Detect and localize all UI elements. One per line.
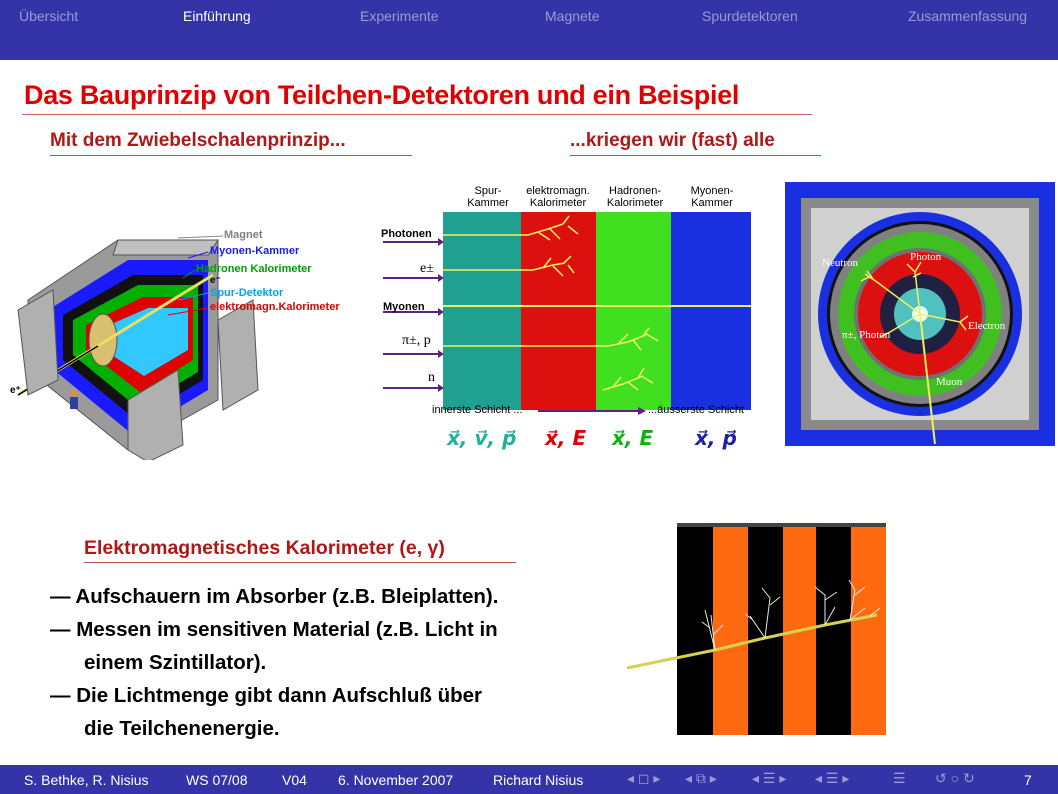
footer-authors: S. Bethke, R. Nisius bbox=[24, 772, 149, 788]
axis-outer: ...äusserste Schicht bbox=[648, 404, 744, 416]
label-hadron-cal: Hadronen Kalorimeter bbox=[196, 263, 312, 275]
layer-em bbox=[521, 212, 596, 410]
frame-back-icon[interactable]: ◂ ⧉ ▸ bbox=[685, 770, 717, 786]
nav-zusammenfassung[interactable]: Zusammenfassung bbox=[908, 8, 1028, 24]
person-icon bbox=[70, 389, 78, 397]
axis-inner: innerste Schicht ... bbox=[432, 404, 523, 416]
particle-n: n bbox=[428, 370, 435, 385]
title-underline bbox=[22, 114, 812, 115]
em-heading: Elektromagnetisches Kalorimeter (e, γ) bbox=[84, 537, 445, 559]
section-forward-icon[interactable]: ☰ bbox=[893, 770, 906, 786]
detector-figure bbox=[8, 200, 368, 460]
label-muon-chamber: Myonen-Kammer bbox=[210, 245, 300, 257]
first-icon[interactable]: ◂ ◻ ▸ bbox=[627, 770, 661, 786]
bullet-2-cont: einem Szintillator). bbox=[84, 651, 267, 674]
particle-muons: Myonen bbox=[383, 301, 425, 313]
cs-label-neutron: Neutron bbox=[822, 257, 859, 269]
cs-label-muon: Muon bbox=[936, 376, 963, 388]
subtitle-right-underline bbox=[570, 155, 821, 156]
layer-figure bbox=[378, 180, 758, 425]
subtitle-left: Mit dem Zwiebelschalenprinzip... bbox=[50, 130, 346, 151]
label-track: Spur-Detektor bbox=[210, 287, 284, 299]
nav-spurdetektoren[interactable]: Spurdetektoren bbox=[702, 8, 798, 24]
nav-einfuehrung[interactable]: Einführung bbox=[183, 8, 251, 24]
section-back-icon[interactable]: ◂ ☰ ▸ bbox=[815, 770, 850, 786]
measure-hadron: x⃗, E bbox=[612, 426, 654, 450]
footer-semester: WS 07/08 bbox=[186, 772, 248, 788]
particle-e: e± bbox=[420, 261, 434, 276]
cross-section-figure bbox=[785, 182, 1055, 446]
header-muon: Myonen- Kammer bbox=[690, 185, 734, 209]
particle-photons: Photonen bbox=[381, 228, 432, 240]
cs-label-electron: Electron bbox=[968, 320, 1006, 332]
header-em: elektromagn. Kalorimeter bbox=[526, 185, 590, 209]
bullet-3-cont: die Teilchenenergie. bbox=[84, 717, 280, 740]
search-icon[interactable]: ↺ ○ ↻ bbox=[935, 770, 975, 786]
footer-version: V04 bbox=[282, 772, 307, 788]
header-hadron: Hadronen- Kalorimeter bbox=[606, 185, 664, 209]
label-magnet: Magnet bbox=[224, 229, 263, 241]
label-em-cal: elektromagn.Kalorimeter bbox=[210, 301, 340, 313]
footer-speaker: Richard Nisius bbox=[493, 772, 584, 788]
label-e-plus: e⁺ bbox=[10, 385, 21, 396]
bullet-1: — Aufschauern im Absorber (z.B. Bleiplatten). bbox=[50, 585, 499, 608]
top-nav-bar bbox=[0, 0, 1058, 60]
bullet-2: — Messen im sensitiven Material (z.B. Licht in bbox=[50, 618, 498, 641]
subtitle-left-underline bbox=[50, 155, 412, 156]
bullet-3: — Die Lichtmenge gibt dann Aufschluß über bbox=[50, 684, 483, 707]
nav-magnete[interactable]: Magnete bbox=[545, 8, 600, 24]
cs-label-photon: Photon bbox=[910, 251, 942, 263]
header-track: Spur- Kammer bbox=[467, 185, 509, 209]
subtitle-right: ...kriegen wir (fast) alle bbox=[570, 130, 775, 151]
cs-label-pion-photon: π±, Photon bbox=[842, 329, 891, 341]
footer-date: 6. November 2007 bbox=[338, 772, 454, 788]
page-title: Das Bauprinzip von Teilchen-Detektoren und ein Beispiel bbox=[24, 80, 740, 110]
frame-forward-icon[interactable]: ◂ ☰ ▸ bbox=[752, 770, 787, 786]
measure-muon: x⃗, p⃗ bbox=[695, 426, 737, 450]
layer-muon bbox=[671, 212, 751, 410]
footer-page-number: 7 bbox=[1024, 772, 1032, 788]
nav-experimente[interactable]: Experimente bbox=[360, 8, 439, 24]
layer-track bbox=[443, 212, 521, 410]
nav-uebersicht[interactable]: Übersicht bbox=[19, 8, 79, 24]
particle-pion: π±, p bbox=[402, 333, 431, 348]
measure-em: x⃗, E bbox=[545, 426, 587, 450]
label-e-minus: e⁻ bbox=[210, 275, 221, 286]
calorimeter-figure bbox=[625, 520, 890, 736]
em-heading-underline bbox=[84, 562, 516, 563]
measure-track: x⃗, v⃗, p⃗ bbox=[447, 426, 517, 450]
